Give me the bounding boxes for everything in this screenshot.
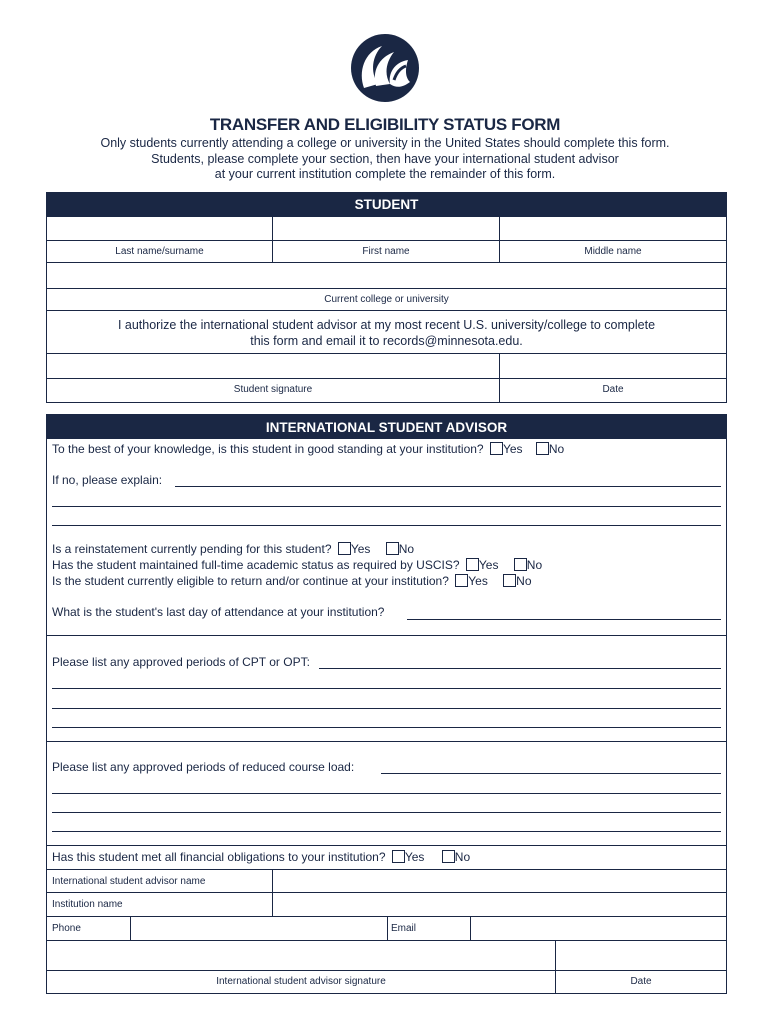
authorization-statement: [47, 317, 726, 349]
eligible-text: Is the student currently eligible to return and/or continue at your institution?: [52, 574, 449, 588]
institution-name-label-cell: [47, 893, 273, 917]
advisor-header: INTERNATIONAL STUDENT ADVISOR: [47, 415, 726, 439]
reduced-load-line-2[interactable]: [52, 793, 721, 794]
financial-question: [52, 850, 470, 864]
good-standing-no-checkbox[interactable]: [536, 442, 549, 455]
explain-line-3[interactable]: [52, 525, 721, 526]
financial-yes-checkbox[interactable]: [392, 850, 405, 863]
divider: [47, 635, 726, 636]
advisor-signature-label-cell: [47, 971, 556, 993]
advisor-signature-label: International student advisor signature: [216, 976, 386, 987]
form-title: TRANSFER AND ELIGIBILITY STATUS FORM: [209, 115, 561, 134]
advisor-date-label-cell: [556, 971, 726, 993]
divider: [47, 741, 726, 742]
yes-label: Yes: [404, 850, 425, 864]
email-field[interactable]: [471, 917, 726, 941]
eligible-yes-checkbox[interactable]: [455, 574, 468, 587]
cpt-opt-line-4[interactable]: [52, 727, 721, 728]
last-name-label: Last name/surname: [115, 246, 204, 257]
student-signature-field[interactable]: [47, 353, 500, 379]
yes-label: Yes: [502, 442, 523, 456]
college-label-cell: [47, 289, 726, 311]
reduced-load-line-4[interactable]: [52, 831, 721, 832]
last-day-line[interactable]: [407, 619, 721, 620]
yes-label: Yes: [468, 574, 488, 588]
cpt-opt-line-1[interactable]: [319, 668, 721, 669]
institution-name-field[interactable]: [273, 893, 726, 917]
yes-label: Yes: [350, 542, 371, 556]
advisor-date-label: Date: [630, 976, 652, 987]
reduced-load-line-3[interactable]: [52, 812, 721, 813]
reduced-load-label: Please list any approved periods of reduced course load:: [52, 760, 355, 774]
form-intro: [0, 136, 770, 183]
no-label: No: [516, 574, 532, 588]
intro-line-1: Only students currently attending a college or university in the United States should complete this form.: [100, 136, 670, 150]
divider: [47, 845, 726, 846]
last-name-field[interactable]: [47, 217, 273, 241]
email-label: Email: [391, 923, 417, 934]
reduced-load-line-1[interactable]: [381, 773, 721, 774]
fulltime-text: Has the student maintained full-time academic status as required by USCIS?: [52, 558, 460, 572]
student-date-label: Date: [602, 384, 624, 395]
fulltime-yes-checkbox[interactable]: [466, 558, 479, 571]
student-header: STUDENT: [47, 193, 726, 217]
college-label: Current college or university: [324, 294, 449, 305]
middle-name-label-cell: [500, 241, 726, 263]
no-label: No: [454, 850, 471, 864]
reinstatement-no-checkbox[interactable]: [386, 542, 399, 555]
institution-name-label: Institution name: [52, 899, 123, 910]
student-signature-label: Student signature: [233, 384, 313, 395]
first-name-label: First name: [362, 246, 410, 257]
cpt-opt-line-3[interactable]: [52, 708, 721, 709]
fulltime-question: [52, 558, 542, 572]
no-label: No: [526, 558, 543, 572]
authorize-line-2: this form and email it to records@minnesota.edu.: [250, 334, 523, 348]
good-standing-question: [52, 442, 564, 456]
good-standing-yes-checkbox[interactable]: [490, 442, 503, 455]
student-date-field[interactable]: [500, 353, 726, 379]
advisor-name-label: International student advisor name: [52, 876, 206, 887]
yes-label: Yes: [478, 558, 499, 572]
no-label: No: [548, 442, 565, 456]
reinstatement-yes-checkbox[interactable]: [338, 542, 351, 555]
eligible-question: [52, 574, 532, 588]
first-name-label-cell: [273, 241, 500, 263]
middle-name-label: Middle name: [584, 246, 642, 257]
middle-name-field[interactable]: [500, 217, 726, 241]
student-signature-label-cell: [47, 379, 500, 402]
first-name-field[interactable]: [273, 217, 500, 241]
college-field[interactable]: [47, 263, 726, 289]
advisor-signature-field[interactable]: [47, 941, 556, 971]
email-label-cell: [388, 917, 471, 941]
advisor-name-label-cell: [47, 869, 273, 893]
advisor-name-field[interactable]: [273, 869, 726, 893]
eligible-no-checkbox[interactable]: [503, 574, 516, 587]
good-standing-text: To the best of your knowledge, is this student in good standing at your institution?: [52, 442, 484, 456]
phone-label: Phone: [52, 923, 81, 934]
last-day-label: What is the student's last day of attendance at your institution?: [52, 605, 385, 619]
advisor-section: [46, 414, 727, 994]
reinstatement-text: Is a reinstatement currently pending for this student?: [52, 542, 332, 556]
no-label: No: [398, 542, 415, 556]
explain-label: If no, please explain:: [52, 473, 163, 487]
intro-line-3: at your current institution complete the remainder of this form.: [214, 167, 556, 181]
financial-text: Has this student met all financial obligations to your institution?: [52, 850, 386, 864]
student-section: [46, 192, 727, 403]
explain-line-2[interactable]: [52, 506, 721, 507]
advisor-date-field[interactable]: [556, 941, 726, 971]
last-name-label-cell: [47, 241, 273, 263]
financial-no-checkbox[interactable]: [442, 850, 455, 863]
phone-label-cell: [47, 917, 131, 941]
student-date-label-cell: [500, 379, 726, 402]
phone-field[interactable]: [131, 917, 388, 941]
college-logo-icon: [350, 32, 420, 104]
authorize-line-1: I authorize the international student advisor at my most recent U.S. university/college to complete: [117, 318, 656, 332]
explain-line-1[interactable]: [175, 486, 721, 487]
cpt-opt-label: Please list any approved periods of CPT or OPT:: [52, 655, 310, 669]
intro-line-2: Students, please complete your section, then have your international student advisor: [151, 151, 619, 166]
fulltime-no-checkbox[interactable]: [514, 558, 527, 571]
reinstatement-question: [52, 542, 414, 556]
cpt-opt-line-2[interactable]: [52, 688, 721, 689]
